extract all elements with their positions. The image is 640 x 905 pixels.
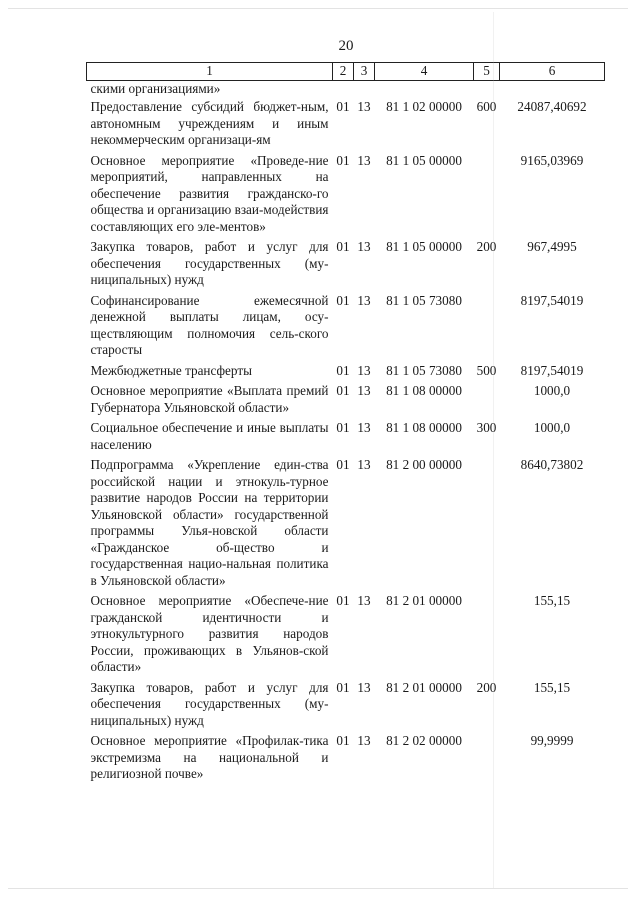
row-amount: 155,15 xyxy=(533,593,571,608)
row-target-article xyxy=(375,80,474,98)
row-section: 01 xyxy=(336,99,350,114)
table-row xyxy=(87,238,605,292)
row-target-article: 81 1 08 00000 xyxy=(386,420,462,435)
row-target-article: 81 1 08 00000 xyxy=(386,383,462,398)
scan-edge-top xyxy=(8,8,628,9)
row-amount: 155,15 xyxy=(533,679,571,695)
table-row xyxy=(87,592,605,679)
row-subsection: 13 xyxy=(357,239,371,254)
row-name: Основное мероприятие «Выплата премий Губернатора Ульяновской области» xyxy=(90,383,329,415)
row-subsection xyxy=(354,80,375,98)
table-row xyxy=(87,732,605,786)
row-subsection: 13 xyxy=(357,292,371,308)
table-row xyxy=(87,456,605,592)
row-section: 01 xyxy=(336,457,350,472)
row-amount: 8197,54019 xyxy=(520,362,584,378)
row-amount: 1000,0 xyxy=(533,420,571,435)
header-cell-4: 4 xyxy=(375,63,474,81)
row-target-article: 81 2 00 00000 xyxy=(386,457,462,472)
row-expense-type xyxy=(474,382,500,419)
row-amount: 967,4995 xyxy=(527,239,577,254)
row-target-article: 81 2 02 00000 xyxy=(386,733,462,748)
row-name: Подпрограмма «Укрепление един-ства российской нации и этнокуль-турное развитие народов России на территории Ульяновской области» государственной программы Улья-новской области «Гражданское об-щество и государственная нацио-нальная политика в Ульяновской области» xyxy=(90,457,329,588)
row-expense-type xyxy=(474,292,500,362)
row-expense-type: 200 xyxy=(476,239,497,254)
header-cell-1: 1 xyxy=(87,63,333,81)
row-amount xyxy=(500,80,605,98)
row-subsection: 13 xyxy=(357,152,371,168)
row-name: Основное мероприятие «Профилак-тика экстремизма на национальной и религиозной почве» xyxy=(90,733,329,781)
header-cell-6: 6 xyxy=(500,63,605,81)
row-section: 01 xyxy=(336,239,350,254)
row-amount: 24087,40692 xyxy=(517,99,587,114)
row-expense-type: 500 xyxy=(476,362,497,378)
row-target-article: 81 1 05 00000 xyxy=(386,152,462,168)
row-target-article: 81 1 05 73080 xyxy=(386,362,462,378)
row-target-article: 81 1 02 00000 xyxy=(386,99,462,114)
table-row xyxy=(87,362,605,383)
row-expense-type: 300 xyxy=(476,420,497,435)
row-subsection: 13 xyxy=(357,420,371,435)
row-expense-type xyxy=(474,152,500,239)
row-amount: 9165,03969 xyxy=(520,152,584,168)
row-subsection: 13 xyxy=(357,457,371,472)
table-row xyxy=(87,382,605,419)
row-name: Предоставление субсидий бюджет-ным, автономным учреждениям и иным некоммерческим организаци-ям xyxy=(90,99,329,147)
scan-edge-bottom xyxy=(8,888,628,889)
scan-edge-right xyxy=(493,12,494,888)
row-subsection: 13 xyxy=(357,362,371,378)
row-amount: 99,9999 xyxy=(530,733,574,748)
row-amount: 8197,54019 xyxy=(520,292,584,308)
header-cell-5: 5 xyxy=(474,63,500,81)
table-row xyxy=(87,679,605,733)
row-section: 01 xyxy=(336,292,350,308)
row-name: Основное мероприятие «Обеспече-ние гражданской идентичности и этнокультурного развития народов России, проживающих в Ульянов-ской области» xyxy=(90,593,329,674)
row-section: 01 xyxy=(336,593,350,608)
row-target-article: 81 1 05 73080 xyxy=(386,292,462,308)
row-expense-type xyxy=(474,732,500,786)
row-expense-type: 200 xyxy=(476,679,497,695)
table-row xyxy=(87,152,605,239)
table-header xyxy=(87,63,605,81)
row-section: 01 xyxy=(336,679,350,695)
row-subsection: 13 xyxy=(357,593,371,608)
row-expense-type xyxy=(474,80,500,98)
row-section: 01 xyxy=(336,420,350,435)
row-section: 01 xyxy=(336,733,350,748)
row-target-article: 81 2 01 00000 xyxy=(386,679,462,695)
header-cell-2: 2 xyxy=(333,63,354,81)
row-expense-type: 600 xyxy=(476,99,497,114)
row-amount: 8640,73802 xyxy=(520,457,584,472)
page-number: 20 xyxy=(338,38,354,54)
table-row xyxy=(87,98,605,152)
row-target-article: 81 2 01 00000 xyxy=(386,593,462,608)
row-subsection: 13 xyxy=(357,383,371,398)
row-name: Закупка товаров, работ и услуг для обеспечения государственных (му-ниципальных) нужд xyxy=(90,679,329,728)
row-subsection: 13 xyxy=(357,679,371,695)
row-amount: 1000,0 xyxy=(533,383,571,398)
row-section xyxy=(333,80,354,98)
row-name: Софинансирование ежемесячной денежной выплаты лицам, осу-ществляющим полномочия сель-ского старосты xyxy=(90,292,329,357)
table-row xyxy=(87,80,605,98)
row-section: 01 xyxy=(336,383,350,398)
row-expense-type xyxy=(474,456,500,592)
budget-table xyxy=(86,62,605,786)
row-name: Социальное обеспечение и иные выплаты населению xyxy=(90,420,329,452)
row-name: Основное мероприятие «Проведе-ние мероприятий, направленных на обеспечение развития гражданско-го общества и организацию взаи-модействия составляющих его эле-ментов» xyxy=(90,152,329,234)
row-target-article: 81 1 05 00000 xyxy=(386,239,462,254)
row-subsection: 13 xyxy=(357,99,371,114)
row-name: Закупка товаров, работ и услуг для обеспечения государственных (му-ниципальных) нужд xyxy=(90,239,329,287)
row-section: 01 xyxy=(336,152,350,168)
row-expense-type xyxy=(474,592,500,679)
row-subsection: 13 xyxy=(357,733,371,748)
row-name: Межбюджетные трансферты xyxy=(90,362,252,378)
row-name: скими организациями» xyxy=(90,80,221,96)
row-section: 01 xyxy=(336,362,350,378)
header-cell-3: 3 xyxy=(354,63,375,81)
table-row xyxy=(87,292,605,362)
table-body xyxy=(87,80,605,786)
table-row xyxy=(87,419,605,456)
